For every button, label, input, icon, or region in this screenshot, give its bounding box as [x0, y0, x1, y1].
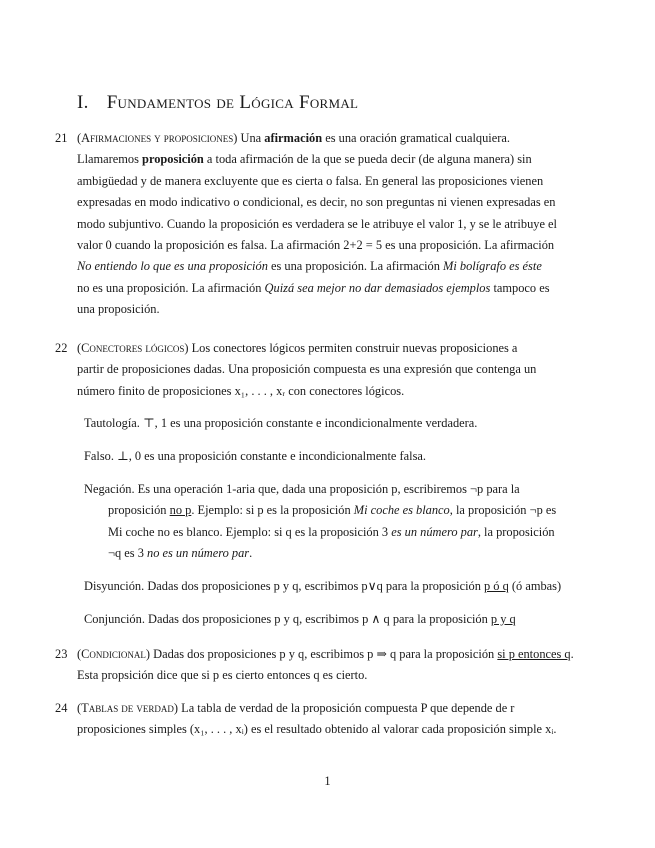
paragraph-22-number: 22	[55, 341, 68, 355]
text: Mi coche no es blanco. Ejemplo: si q es la proposición 3	[108, 524, 389, 539]
text: (ó ambas)	[511, 579, 562, 593]
text: , la proposición	[477, 524, 555, 539]
term-proposicion: proposición	[142, 152, 204, 167]
text-line: Esta propsición dice que si p es cierto entonces q es cierto.	[77, 668, 368, 683]
text: no es una proposición. La afirmación	[77, 280, 262, 295]
paragraph-22-heading: (Conectores lógicos)	[77, 341, 189, 355]
list-item-conjuncion	[84, 609, 594, 630]
underlined-term: p ó q	[484, 579, 509, 593]
section-title	[77, 92, 358, 114]
text: La tabla de verdad de la proposición compuesta P que depende de r	[181, 701, 515, 715]
text: Disyunción. Dadas dos proposiciones p y q, escribimos p∨q para la proposición	[84, 579, 481, 593]
paragraph-21-number: 21	[55, 131, 68, 145]
paragraph-23-heading: (Condicional)	[77, 647, 151, 661]
text: .	[249, 546, 253, 561]
text-line: proposiciones simples (x₁, . . . , xᵢ) es el resultado obtenido al valorar cada proposición simple xᵢ.	[77, 722, 557, 737]
text: a toda afirmación de la que se pueda decir (de alguna manera) sin	[206, 152, 532, 167]
paragraph-23-number: 23	[55, 647, 68, 661]
page-number: 1	[324, 774, 331, 788]
underlined-term: si p entonces q	[497, 647, 571, 661]
section-title-number: I.	[77, 92, 89, 113]
text-line: expresadas en modo indicativo o condicional, es decir, no son preguntas ni vienen expresadas en	[77, 195, 556, 210]
paragraph-24-number: 24	[55, 701, 68, 715]
text-line: partir de proposiciones dadas. Una proposición compuesta es una expresión que contenga un	[77, 362, 537, 377]
text-line: Negación. Es una operación 1-aria que, dada una proposición p, escribiremos ¬p para la	[84, 482, 520, 496]
text: Los conectores lógicos permiten construir nuevas proposiciones a	[191, 341, 518, 355]
list-item-disyuncion	[84, 576, 594, 597]
text-line: valor 0 cuando la proposición es falsa. La afirmación 2+2 = 5 es una proposición. La afirmación	[77, 238, 555, 253]
text: Llamaremos	[77, 152, 139, 167]
text-line: Falso. ⊥, 0 es una proposición constante e incondicionalmente falsa.	[84, 449, 426, 463]
list-item-negacion	[84, 479, 594, 565]
text: . Ejemplo: si p es la proposición	[191, 503, 351, 518]
paragraph-24	[77, 698, 593, 741]
text-line: modo subjuntivo. Cuando la proposición es verdadera se le atribuye el valor 1, y se le atribuye el	[77, 216, 558, 231]
text-line: ambigüedad y de manera excluyente que es cierta o falsa. En general las proposiciones vienen	[77, 173, 544, 188]
text-line: número finito de proposiciones x₁, . . . , xᵣ con conectores lógicos.	[77, 383, 405, 398]
underlined-term: no p	[169, 503, 192, 518]
example-italic: no es un número par	[147, 546, 250, 561]
text: .	[570, 647, 574, 661]
example-italic: es un número par	[391, 524, 478, 539]
text: tampoco es	[493, 280, 550, 295]
example-italic: No entiendo lo que es una proposición	[77, 259, 268, 274]
text: , la proposición ¬p es	[449, 503, 557, 518]
paragraph-21-heading: (Afirmaciones y proposiciones)	[77, 131, 238, 145]
example-italic: Quizá sea mejor no dar demasiados ejemplos	[264, 280, 491, 295]
list-item-tautologia	[84, 413, 594, 434]
section-title-text: Fundamentos de Lógica Formal	[106, 92, 359, 113]
example-italic: Mi coche es blanco	[353, 503, 450, 518]
text: Conjunción. Dadas dos proposiciones p y q, escribimos p ∧ q para la proposición	[84, 612, 488, 626]
text: proposición	[108, 503, 167, 518]
text-line: Tautología. ⊤, 1 es una proposición constante e incondicionalmente verdadera.	[84, 416, 478, 430]
text: Una	[240, 131, 262, 145]
paragraph-24-heading: (Tablas de verdad)	[77, 701, 179, 715]
text: ¬q es 3	[108, 546, 144, 561]
text: es una oración gramatical cualquiera.	[325, 131, 510, 145]
text: Dadas dos proposiciones p y q, escribimos p ⇒ q para la proposición	[153, 647, 495, 661]
paragraph-21	[77, 128, 593, 321]
paragraph-22	[77, 338, 593, 402]
paragraph-23	[77, 644, 593, 687]
term-afirmacion: afirmación	[264, 131, 323, 145]
text-line: una proposición.	[77, 302, 160, 317]
text: es una proposición. La afirmación	[271, 259, 440, 274]
example-italic: Mi bolígrafo es éste	[443, 259, 542, 274]
list-item-falso	[84, 446, 594, 467]
underlined-term: p y q	[490, 612, 516, 626]
